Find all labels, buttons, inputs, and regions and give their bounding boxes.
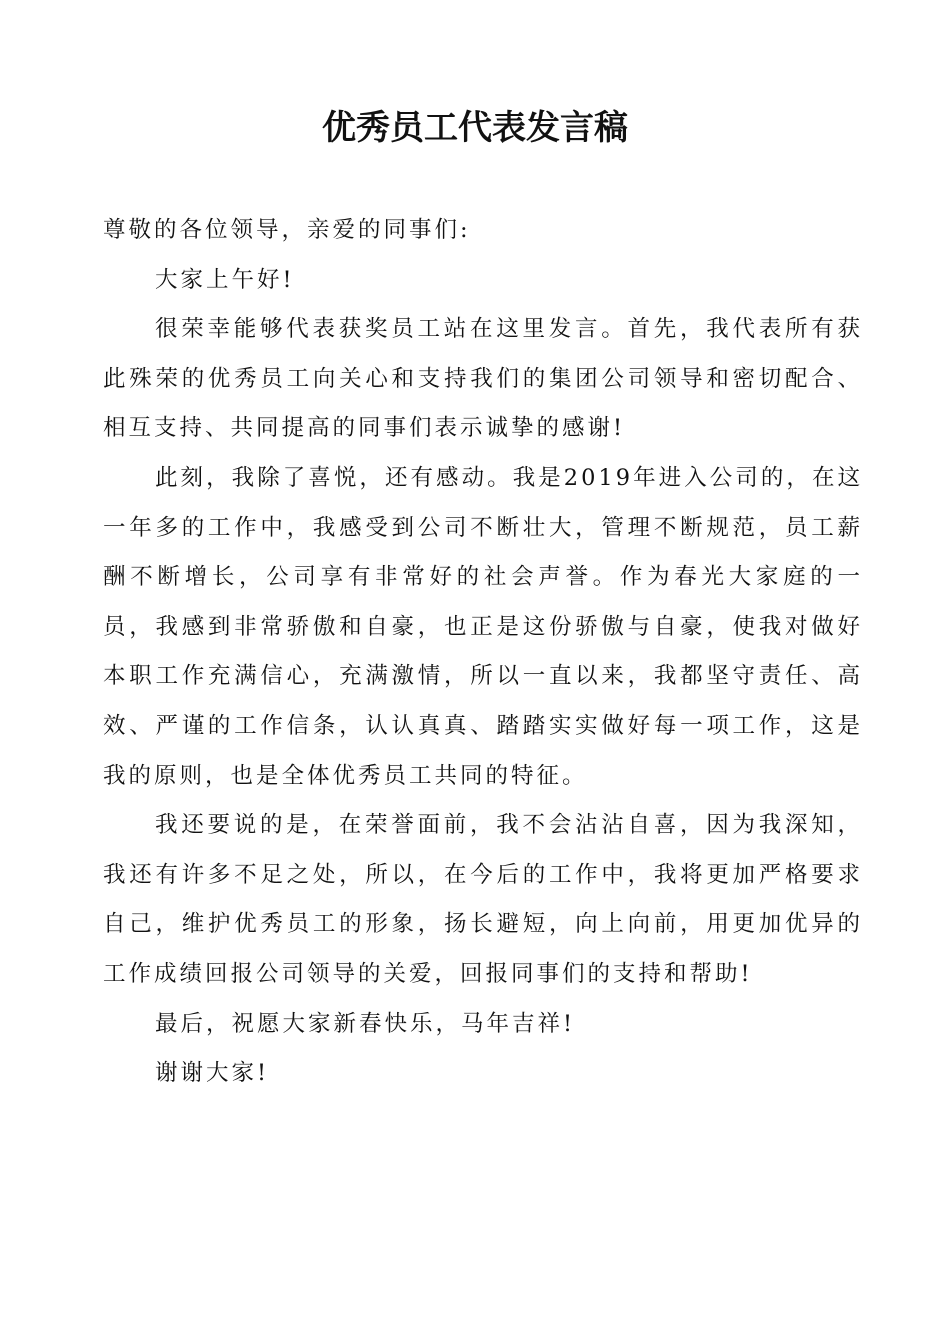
paragraph-commitment: 我还要说的是，在荣誉面前，我不会沾沾自喜，因为我深知，我还有许多不足之处，所以，在今后的工作中，我将更加严格要求自己，维护优秀员工的形象，扬长避短，向上向前，用更加优异的工作成绩回报公司领导的关爱，回报同事们的支持和帮助!: [103, 812, 863, 987]
paragraph-greeting: 大家上午好!: [155, 266, 295, 293]
paragraph-feelings: 此刻，我除了喜悦，还有感动。我是2019年进入公司的，在这一年多的工作中，我感受到公司不断壮大，管理不断规范，员工薪酬不断增长，公司享有非常好的社会声誉。作为春光大家庭的一员，我感到非常骄傲和自豪，也正是这份骄傲与自豪，使我对做好本职工作充满信心，充满激情，所以一直以来，我都坚守责任、高效、严谨的工作信条，认认真真、踏踏实实做好每一项工作，这是我的原则，也是全体优秀员工共同的特征。: [103, 464, 863, 789]
document-title: 优秀员工代表发言稿: [322, 108, 628, 148]
salutation: 尊敬的各位领导，亲爱的同事们:: [103, 217, 471, 243]
document-body: [103, 206, 863, 1099]
paragraph-closing: 谢谢大家!: [155, 1060, 270, 1087]
paragraph-thanks: 很荣幸能够代表获奖员工站在这里发言。首先，我代表所有获此殊荣的优秀员工向关心和支持我们的集团公司领导和密切配合、相互支持、共同提高的同事们表示诚挚的感谢!: [103, 316, 863, 442]
paragraph-wishes: 最后，祝愿大家新春快乐，马年吉祥!: [155, 1010, 576, 1037]
